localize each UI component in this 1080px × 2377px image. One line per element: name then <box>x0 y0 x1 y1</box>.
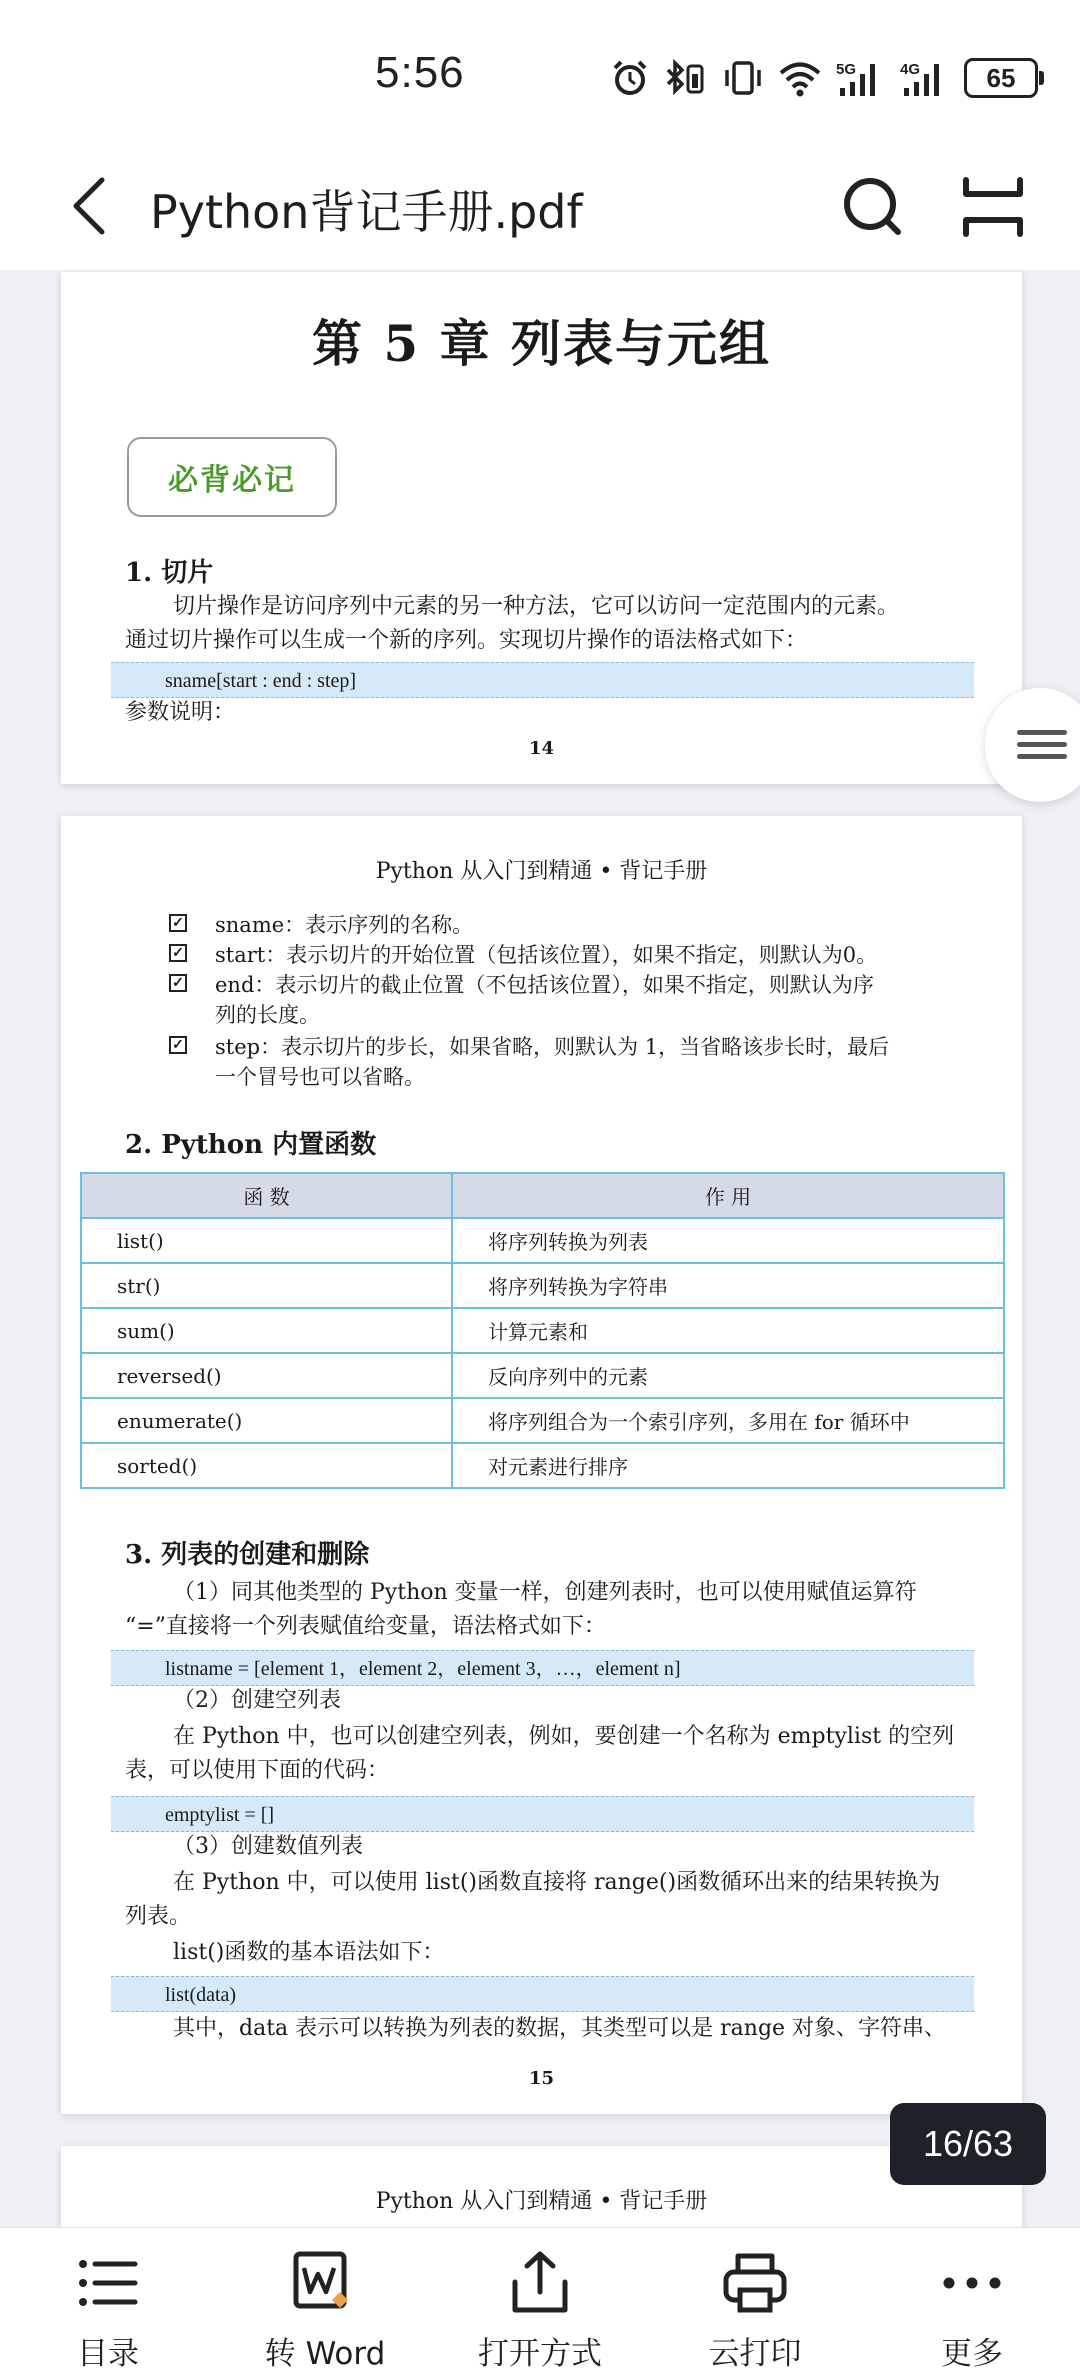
collapse-icon <box>958 172 1028 242</box>
signal-4g-icon <box>900 58 950 98</box>
table-cell: 对元素进行排序 <box>452 1443 1004 1488</box>
word-icon <box>290 2248 360 2318</box>
table-cell: sorted() <box>81 1443 452 1488</box>
table-row <box>81 1353 1004 1398</box>
signal-5g-icon <box>836 58 886 98</box>
pdf-page-14[interactable] <box>61 272 1022 784</box>
tab-label: 转 Word <box>264 2336 386 2372</box>
param-item: ✓ sname：表示序列的名称。 <box>173 910 993 940</box>
table-cell: 将序列转换为字符串 <box>452 1263 1004 1308</box>
table-cell: enumerate() <box>81 1398 452 1443</box>
table-row <box>81 1443 1004 1488</box>
tab-label: 目录 <box>77 2336 139 2372</box>
list-icon <box>73 2248 143 2318</box>
checkbox-icon: ✓ <box>169 1036 187 1054</box>
table-cell: list() <box>81 1218 452 1263</box>
paragraph-line: （3）创建数值列表 <box>173 1834 363 1859</box>
running-head: Python 从入门到精通 • 背记手册 <box>375 2189 708 2214</box>
table-row <box>81 1308 1004 1353</box>
status-time: 5:56 <box>375 48 465 97</box>
convert-word-button[interactable] <box>235 2228 415 2377</box>
running-head: Python 从入门到精通 • 背记手册 <box>375 859 708 884</box>
menu-line-icon <box>1017 742 1067 747</box>
wifi-icon <box>778 58 822 98</box>
menu-line-icon <box>1017 730 1067 735</box>
paragraph-line: 表，可以使用下面的代码： <box>125 1758 390 1783</box>
page-number: 14 <box>528 738 555 759</box>
paragraph-line: 在 Python 中，可以使用 list()函数直接将 range()函数循环出来的结果转换为 <box>173 1870 941 1895</box>
svg-text:5G: 5G <box>836 61 857 78</box>
section-heading: 3. 列表的创建和删除 <box>125 1540 370 1570</box>
share-icon <box>505 2248 575 2318</box>
table-cell: 将序列组合为一个索引序列，多用在 for 循环中 <box>452 1398 1004 1443</box>
paragraph-line: list()函数的基本语法如下： <box>173 1940 445 1965</box>
open-with-button[interactable] <box>450 2228 630 2377</box>
back-button[interactable] <box>60 170 120 240</box>
vibrate-icon <box>722 58 764 98</box>
code-block: emptylist = [] <box>111 1796 974 1832</box>
code-block: sname[start : end : step] <box>111 662 974 698</box>
title-bar <box>0 150 1080 270</box>
paragraph-line: “=”直接将一个列表赋值给变量，语法格式如下： <box>125 1614 606 1639</box>
status-bar <box>0 0 1080 150</box>
param-item: ✓ start：表示切片的开始位置（包括该位置），如果不指定，则默认为0。 <box>173 940 993 970</box>
document-title: Python背记手册.pdf <box>150 185 583 239</box>
pdf-page-15[interactable] <box>61 816 1022 2114</box>
table-row <box>81 1398 1004 1443</box>
page-number: 15 <box>528 2068 555 2089</box>
table-cell: str() <box>81 1263 452 1308</box>
toc-button[interactable] <box>18 2228 198 2377</box>
section-heading: 2. Python 内置函数 <box>125 1130 377 1160</box>
printer-icon <box>720 2248 790 2318</box>
table-cell: 计算元素和 <box>452 1308 1004 1353</box>
alarm-icon <box>610 58 650 98</box>
paragraph-line: 在 Python 中，也可以创建空列表，例如，要创建一个名称为 emptylist 的空列 <box>173 1724 955 1749</box>
bluetooth-battery-icon <box>664 58 708 98</box>
table-cell: 反向序列中的元素 <box>452 1353 1004 1398</box>
table-header-row <box>81 1173 1004 1218</box>
paragraph-line: 列表。 <box>125 1904 192 1929</box>
checkbox-icon: ✓ <box>169 914 187 932</box>
param-item: ✓ end：表示切片的截止位置（不包括该位置），如果不指定，则默认为序 列的长度。 <box>173 970 993 1030</box>
param-item: ✓ step：表示切片的步长，如果省略，则默认为 1，当省略该步长时，最后 一个冒号也可以省略。 <box>173 1032 993 1092</box>
must-remember-label: 必背必记 <box>127 437 337 517</box>
table-cell: 将序列转换为列表 <box>452 1218 1004 1263</box>
cloud-print-button[interactable] <box>665 2228 845 2377</box>
section-heading: 1. 切片 <box>125 558 214 588</box>
paragraph-line: （2）创建空列表 <box>173 1688 341 1713</box>
collapse-button[interactable] <box>958 172 1028 242</box>
tab-label: 更多 <box>941 2336 1003 2372</box>
battery-level: 65 <box>986 62 1016 93</box>
table-header-cell: 作 用 <box>452 1173 1004 1218</box>
search-icon <box>838 172 908 242</box>
status-icons <box>610 55 1038 101</box>
chapter-title: 第 5 章 列表与元组 <box>311 314 771 373</box>
param-label: 参数说明： <box>125 700 236 725</box>
code-block: list(data) <box>111 1976 974 2012</box>
paragraph-line: （1）同其他类型的 Python 变量一样，创建列表时，也可以使用赋值运算符 <box>173 1580 917 1605</box>
menu-line-icon <box>1017 754 1067 759</box>
table-cell: sum() <box>81 1308 452 1353</box>
more-icon <box>937 2248 1007 2318</box>
paragraph-line: 切片操作是访问序列中元素的另一种方法，它可以访问一定范围内的元素。 <box>173 594 900 619</box>
tab-label: 打开方式 <box>478 2336 602 2372</box>
table-cell: reversed() <box>81 1353 452 1398</box>
paragraph-line: 其中，data 表示可以转换为列表的数据，其类型可以是 range 对象、字符串、 <box>173 2016 947 2041</box>
svg-text:4G: 4G <box>900 61 921 78</box>
page-indicator[interactable]: 16/63 <box>890 2103 1046 2185</box>
chevron-left-icon <box>60 170 120 240</box>
more-button[interactable] <box>882 2228 1062 2377</box>
table-header-cell: 函 数 <box>81 1173 452 1218</box>
table-row <box>81 1263 1004 1308</box>
side-menu-handle[interactable] <box>985 688 1080 802</box>
checkbox-icon: ✓ <box>169 974 187 992</box>
builtin-functions-table <box>80 1172 1005 1489</box>
bottom-toolbar <box>0 2227 1080 2377</box>
battery-indicator <box>964 58 1038 98</box>
table-row <box>81 1218 1004 1263</box>
paragraph-line: 通过切片操作可以生成一个新的序列。实现切片操作的语法格式如下： <box>125 628 808 653</box>
tab-label: 云打印 <box>708 2336 802 2372</box>
checkbox-icon: ✓ <box>169 944 187 962</box>
code-block: listname = [element 1，element 2，element 3，…，element n] <box>111 1650 974 1686</box>
search-button[interactable] <box>838 172 908 242</box>
